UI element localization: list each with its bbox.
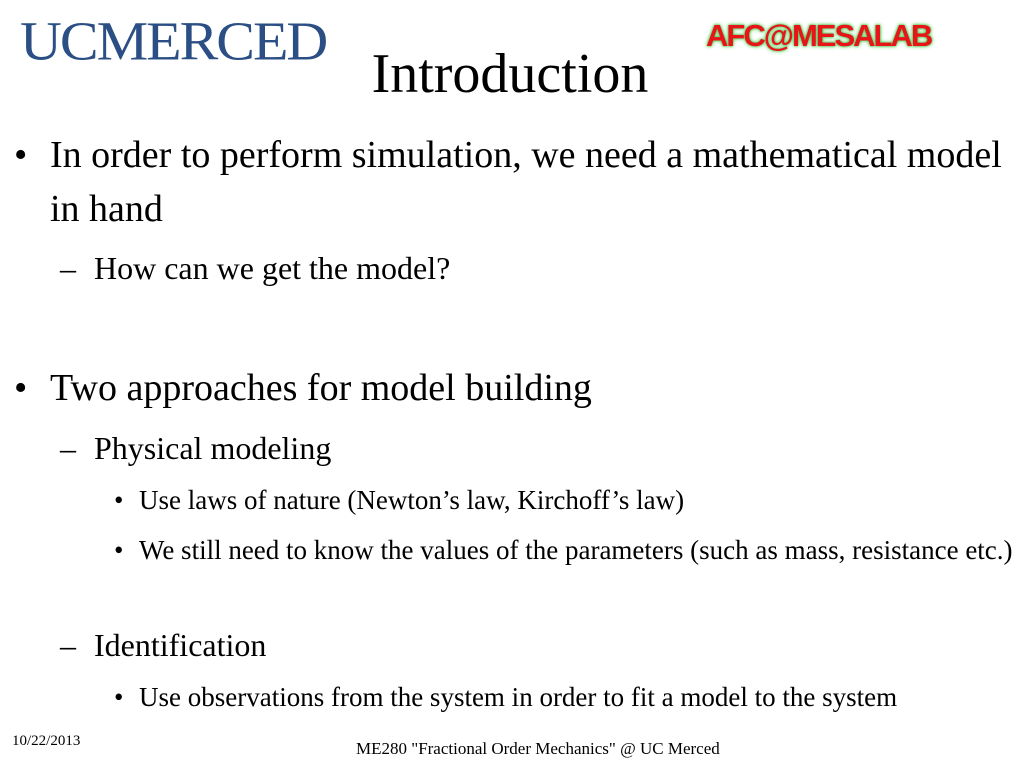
bullet-two-approaches [14,361,1004,415]
subbullet-identification [60,625,1000,665]
bullet-text: In order to perform simulation, we need a mathematical model in hand [50,134,1002,230]
bullet-marker: • [114,682,124,712]
item-text: Use observations from the system in order to fit a model to the system [139,682,898,712]
slide-title: Introduction [371,43,649,105]
item-laws-of-nature [114,480,1014,520]
item-text: We still need to know the values of the parameters (such as mass, resistance etc.) [139,535,1013,565]
bullet-marker: • [114,535,124,565]
subbullet-text: Physical modeling [94,430,332,466]
ucmerced-logo: UCMERCED [20,10,327,72]
item-parameter-values [114,530,1014,570]
subbullet-physical-modeling [60,428,1000,468]
subbullet-how-get-model [60,248,1000,288]
footer-date: 10/22/2013 [12,733,81,749]
afc-mesa-lab-logo: AFC@MESALAB [706,18,932,53]
subbullet-text: Identification [94,627,267,663]
bullet-marker: • [14,367,28,409]
dash-marker: – [60,430,76,466]
footer-course: ME280 "Fractional Order Mechanics" @ UC Merced [356,739,720,758]
bullet-text: Two approaches for model building [50,367,592,409]
bullet-marker: • [14,134,28,176]
item-observations [114,677,1014,717]
dash-marker: – [60,250,76,286]
bullet-simulation-model [14,128,1004,236]
item-text: Use laws of nature (Newton’s law, Kirchoff’s law) [139,485,685,515]
subbullet-text: How can we get the model? [94,250,451,286]
bullet-marker: • [114,485,124,515]
dash-marker: – [60,627,76,663]
